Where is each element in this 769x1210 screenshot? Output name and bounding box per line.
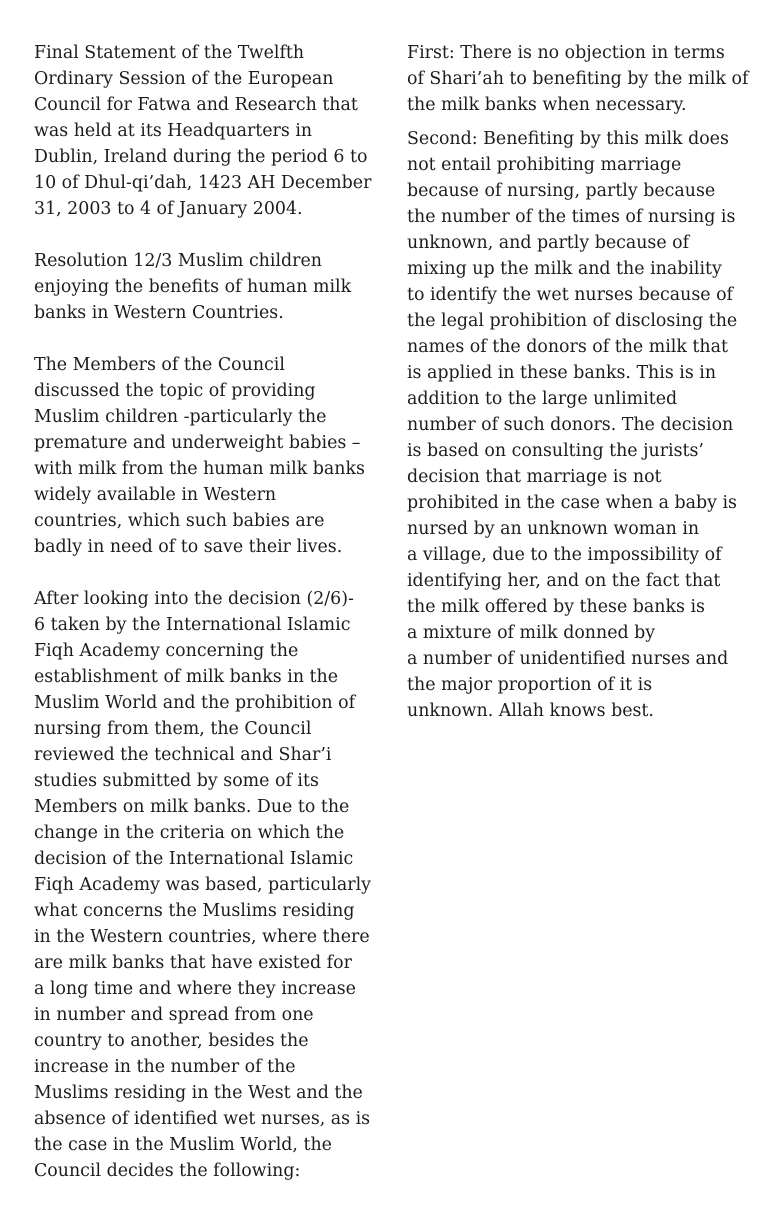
text-line: are milk banks that have existed for — [34, 953, 352, 973]
text-line: Muslim World and the prohibition of — [34, 693, 356, 713]
text-line: 6 taken by the International Islamic — [34, 615, 351, 635]
left-paragraph-1 — [34, 40, 380, 222]
text-line: Resolution 12/3 Muslim children — [34, 251, 322, 271]
text-line: unknown, and partly because of — [407, 233, 690, 253]
text-line: the milk banks when necessary. — [407, 95, 687, 115]
text-line: to identify the wet nurses because of — [407, 285, 733, 305]
text-line: the legal prohibition of disclosing the — [407, 311, 738, 331]
text-line: Muslims residing in the West and the — [34, 1083, 363, 1103]
text-line: enjoying the benefits of human milk — [34, 277, 352, 297]
text-line: The Members of the Council — [34, 355, 285, 375]
right-paragraph-2 — [407, 126, 755, 724]
text-line: 31, 2003 to 4 of January 2004. — [34, 199, 303, 219]
text-line: a number of unidentified nurses and — [407, 649, 729, 669]
left-paragraph-3 — [34, 352, 380, 560]
text-line: in number and spread from one — [34, 1005, 314, 1025]
text-line: addition to the large unlimited — [407, 389, 678, 409]
text-line: prohibited in the case when a baby is — [407, 493, 737, 513]
text-line: country to another, besides the — [34, 1031, 309, 1051]
text-line: the milk offered by these banks is — [407, 597, 705, 617]
text-line: a mixture of milk donned by — [407, 623, 656, 643]
text-line: because of nursing, partly because — [407, 181, 716, 201]
text-line: discussed the topic of providing — [34, 381, 316, 401]
text-line: nursed by an unknown woman in — [407, 519, 700, 539]
text-line: absence of identified wet nurses, as is — [34, 1109, 371, 1129]
text-line: decision that marriage is not — [407, 467, 662, 487]
text-line: 10 of Dhul-qi’dah, 1423 AH December — [34, 173, 372, 193]
text-line: reviewed the technical and Shar’i — [34, 745, 332, 765]
text-line: mixing up the milk and the inability — [407, 259, 722, 279]
text-line: number of such donors. The decision — [407, 415, 734, 435]
text-line: a long time and where they increase — [34, 979, 356, 999]
text-line: with milk from the human milk banks — [34, 459, 365, 479]
text-line: unknown. Allah knows best. — [407, 701, 654, 721]
text-line: studies submitted by some of its — [34, 771, 319, 791]
text-line: a village, due to the impossibility of — [407, 545, 722, 565]
text-line: Muslim children -particularly the — [34, 407, 327, 427]
text-line: premature and underweight babies – — [34, 433, 361, 453]
text-line: decision of the International Islamic — [34, 849, 354, 869]
text-line: First: There is no objection in terms — [407, 43, 725, 63]
text-line: Council decides the following: — [34, 1161, 301, 1181]
text-line: nursing from them, the Council — [34, 719, 312, 739]
text-line: the major proportion of it is — [407, 675, 653, 695]
text-line: badly in need of to save their lives. — [34, 537, 343, 557]
text-line: increase in the number of the — [34, 1057, 296, 1077]
text-line: of Shari’ah to benefiting by the milk of — [407, 69, 749, 89]
text-line: the case in the Muslim World, the — [34, 1135, 332, 1155]
text-line: Second: Benefiting by this milk does — [407, 129, 729, 149]
text-line: names of the donors of the milk that — [407, 337, 728, 357]
text-line: was held at its Headquarters in — [34, 121, 313, 141]
text-line: establishment of milk banks in the — [34, 667, 339, 687]
text-line: what concerns the Muslims residing — [34, 901, 355, 921]
text-line: countries, which such babies are — [34, 511, 325, 531]
text-line: Final Statement of the Twelfth — [34, 43, 305, 63]
text-line: Ordinary Session of the European — [34, 69, 334, 89]
text-line: Fiqh Academy was based, particularly — [34, 875, 371, 895]
text-line: the number of the times of nursing is — [407, 207, 736, 227]
left-column — [34, 40, 380, 1210]
text-line: in the Western countries, where there — [34, 927, 370, 947]
left-paragraph-4 — [34, 586, 380, 1184]
text-line: is based on consulting the jurists’ — [407, 441, 704, 461]
text-line: Council for Fatwa and Research that — [34, 95, 358, 115]
text-line: change in the criteria on which the — [34, 823, 345, 843]
text-line: widely available in Western — [34, 485, 277, 505]
text-line: identifying her, and on the fact that — [407, 571, 721, 591]
text-line: After looking into the decision (2/6)- — [34, 589, 354, 609]
text-line: not entail prohibiting marriage — [407, 155, 682, 175]
text-line: is applied in these banks. This is in — [407, 363, 717, 383]
right-column — [407, 40, 755, 732]
text-line: Dublin, Ireland during the period 6 to — [34, 147, 368, 167]
right-paragraph-1 — [407, 40, 755, 118]
text-line: banks in Western Countries. — [34, 303, 284, 323]
left-paragraph-2 — [34, 248, 380, 326]
text-line: Fiqh Academy concerning the — [34, 641, 299, 661]
text-line: Members on milk banks. Due to the — [34, 797, 350, 817]
